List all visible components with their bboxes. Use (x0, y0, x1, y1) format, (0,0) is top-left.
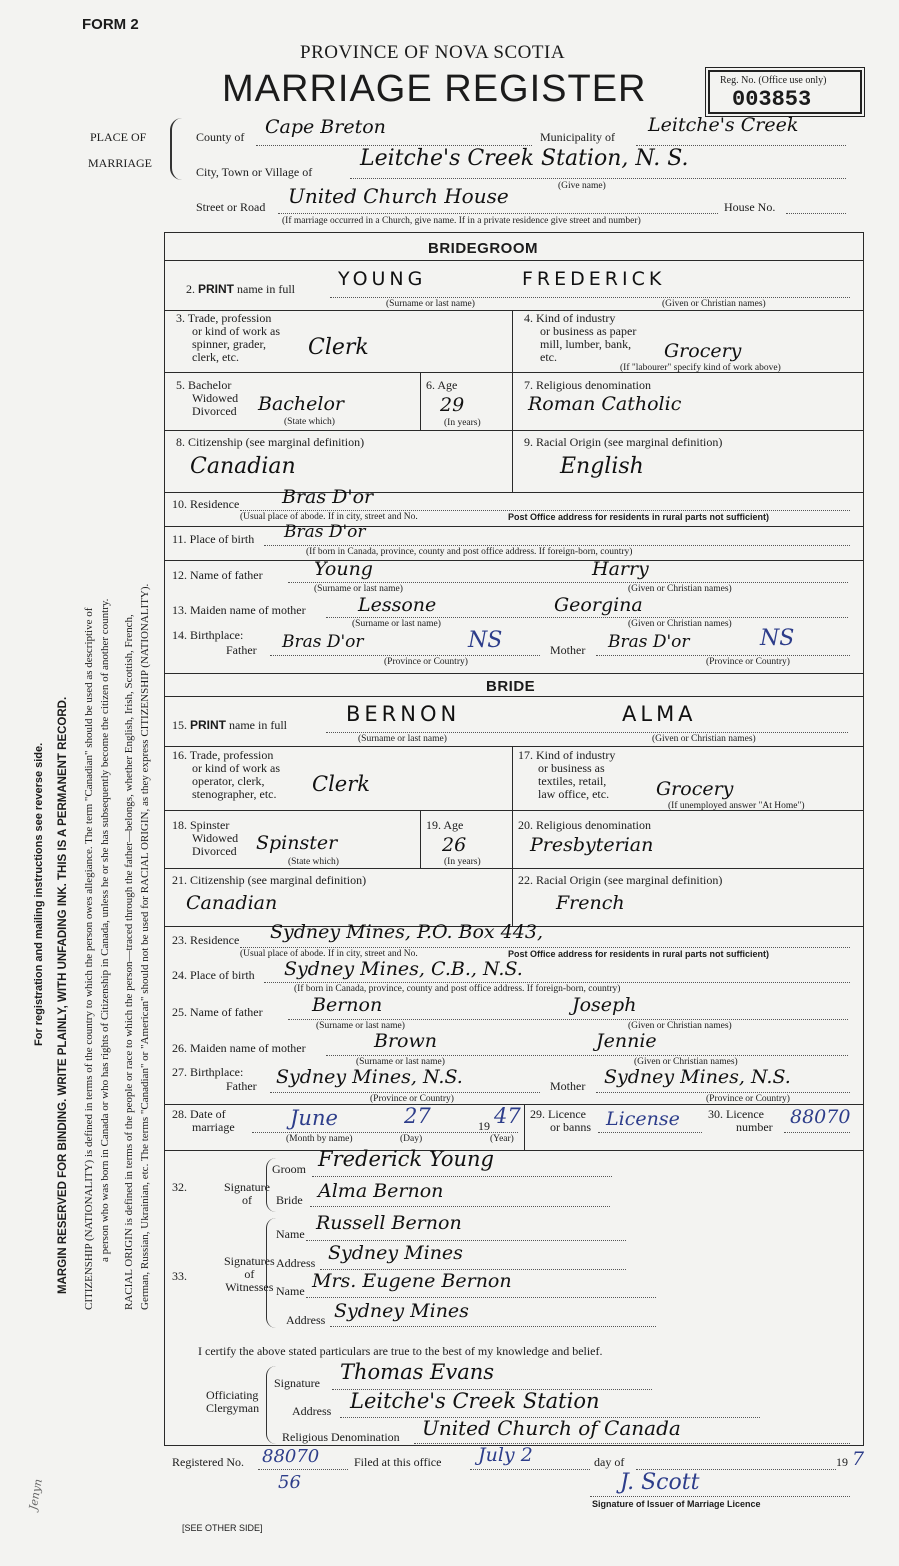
bride-mother-given: Jennie (596, 1030, 657, 1052)
field-26-label: 26. Maiden name of mother (172, 1041, 306, 1055)
bride-mother-surname-caption: (Surname or last name) (356, 1057, 445, 1067)
field-28-label: 28. Date of marriage (172, 1107, 235, 1134)
groom-mother-bp-caption: (Province or Country) (706, 657, 790, 667)
municipality-value: Leitche's Creek (648, 114, 799, 136)
marriage-year-caption: (Year) (490, 1134, 514, 1144)
field-5-label: 5. Bachelor Widowed Divorced (176, 378, 239, 418)
clergy-address-label: Address (292, 1404, 332, 1418)
bride-status: Spinster (256, 832, 338, 854)
bride-age: 26 (442, 834, 467, 856)
field-19-label: 19. Age (426, 818, 464, 832)
groom-age: 29 (440, 394, 465, 416)
bride-industry-note: (If unemployed answer "At Home") (668, 801, 805, 811)
field-23-label: 23. Residence (172, 933, 240, 947)
margin-binding-note: MARGIN RESERVED FOR BINDING. WRITE PLAINLY, WITH UNFADING INK. THIS IS A PERMANENT RECORD. (57, 696, 69, 1294)
page-title: MARRIAGE REGISTER (222, 68, 647, 110)
groom-surname: YOUNG (338, 268, 427, 290)
bride-mother-bp-caption: (Province or Country) (706, 1094, 790, 1104)
bride-citizenship: Canadian (186, 892, 278, 914)
groom-father-surname: Young (314, 558, 373, 580)
field-33-label: 33. (172, 1269, 187, 1283)
groom-racial-origin: English (560, 454, 644, 479)
form-number: FORM 2 (82, 16, 139, 33)
groom-mother-birthplace-prov: NS (760, 626, 795, 651)
reg-number: 003853 (732, 87, 812, 112)
bride-mother-surname: Brown (374, 1030, 437, 1052)
margin-pencil-note: Jenyn (26, 1477, 45, 1512)
groom-mother-given-caption: (Given or Christian names) (628, 619, 732, 629)
groom-given-caption: (Given or Christian names) (662, 299, 766, 309)
groom-mother-surname-caption: (Surname or last name) (352, 619, 441, 629)
field-4-label: 4. Kind of industry or business as paper mill, lumber, bank, etc. (524, 311, 637, 364)
filed-date: July 2 (478, 1444, 533, 1466)
day-of-label: day of (594, 1455, 625, 1469)
bride-residence-note-1: (Usual place of abode. If in city, street and No. (240, 949, 418, 959)
field-10-label: 10. Residence (172, 497, 240, 511)
groom-father-surname-caption: (Surname or last name) (314, 584, 403, 594)
licence-type: License (606, 1108, 680, 1130)
field-32-label: 32. (172, 1180, 187, 1194)
bride-residence: Sydney Mines, P.O. Box 443, (270, 921, 543, 943)
groom-surname-caption: (Surname or last name) (386, 299, 475, 309)
margin-racial-def-1: RACIAL ORIGIN is defined in terms of the people or race to which the person—traced through the father—belongs, whether English, Irish, Scottish, French, (123, 614, 135, 1310)
groom-birthplace-note: (If born in Canada, province, county and post office address. If foreign-born, country) (306, 547, 633, 557)
margin-citizenship-def-1: CITIZENSHIP (NATIONALITY) is defined in terms of the country to which the person owes allegiance. The term "Canadian" should be used as descriptive of (83, 607, 95, 1310)
clergy-address: Leitche's Creek Station (350, 1389, 600, 1413)
groom-residence-note-2: Post Office address for residents in rural parts not sufficient) (508, 512, 770, 522)
field-17-label: 17. Kind of industry or business as textiles, retail, law office, etc. (518, 748, 616, 801)
street-label: Street or Road (196, 200, 266, 214)
groom-signature: Frederick Young (318, 1147, 494, 1171)
bride-father-birthplace: Sydney Mines, N.S. (276, 1066, 463, 1088)
province-heading: PROVINCE OF NOVA SCOTIA (300, 42, 566, 63)
field-21-label: 21. Citizenship (see marginal definition) (172, 873, 367, 887)
bride-birthplace-note: (If born in Canada, province, county and post office address. If foreign-born, country) (294, 984, 621, 994)
bride-signature-label: Bride (276, 1193, 303, 1207)
marriage-month: June (290, 1106, 338, 1130)
field-13-label: 13. Maiden name of mother (172, 603, 306, 617)
registered-no: 88070 (262, 1446, 320, 1467)
groom-status-caption: (State which) (284, 417, 335, 427)
witness2-address-label: Address (286, 1313, 326, 1327)
certify-statement: I certify the above stated particulars are true to the best of my knowledge and belief. (198, 1344, 603, 1358)
marriage-year-prefix: 19 (478, 1119, 490, 1133)
bride-father-bp-label: Father (226, 1079, 257, 1093)
registered-no-label: Registered No. (172, 1455, 244, 1469)
bride-surname-caption: (Surname or last name) (358, 734, 447, 744)
bride-given: ALMA (622, 702, 697, 726)
bride-status-caption: (State which) (288, 857, 339, 867)
groom-residence: Bras D'or (282, 486, 374, 508)
field-9-label: 9. Racial Origin (see marginal definition) (524, 435, 723, 449)
witness1-name-label: Name (276, 1227, 305, 1241)
reg-office-note: (Office use only) (758, 75, 827, 86)
witness2-name: Mrs. Eugene Bernon (312, 1270, 512, 1292)
field-32-title: Signature of (224, 1180, 270, 1207)
house-no-label: House No. (724, 200, 776, 214)
bride-father-surname: Bernon (312, 994, 383, 1016)
bride-age-caption: (In years) (444, 857, 481, 867)
bride-given-caption: (Given or Christian names) (652, 734, 756, 744)
bride-father-surname-caption: (Surname or last name) (316, 1021, 405, 1031)
groom-religion: Roman Catholic (528, 393, 682, 415)
witness1-address-label: Address (276, 1256, 316, 1270)
witness1-address: Sydney Mines (328, 1242, 463, 1264)
field-6-label: 6. Age (426, 378, 458, 392)
street-note: (If marriage occurred in a Church, give name. If in a private residence give street and number) (282, 216, 641, 226)
city-value: Leitche's Creek Station, N. S. (360, 146, 689, 171)
bride-signature: Alma Bernon (318, 1180, 444, 1202)
margin-instructions: For registration and mailing instructions see reverse side. (33, 742, 45, 1046)
groom-age-caption: (In years) (444, 418, 481, 428)
field-25-label: 25. Name of father (172, 1005, 263, 1019)
street-value: United Church House (288, 184, 509, 208)
bride-heading: BRIDE (486, 678, 536, 695)
groom-status: Bachelor (258, 393, 345, 415)
field-27-label: 27. Birthplace: (172, 1065, 244, 1079)
groom-mother-surname: Lessone (358, 594, 437, 616)
bridegroom-heading: BRIDEGROOM (428, 240, 538, 257)
field-8-label: 8. Citizenship (see marginal definition) (176, 435, 365, 449)
field-14-label: 14. Birthplace: (172, 628, 244, 642)
groom-father-bp-label: Father (226, 643, 257, 657)
bride-religion: Presbyterian (530, 834, 654, 856)
groom-father-birthplace-prov: NS (468, 628, 503, 653)
field-2-label: 2. PRINT name in full (186, 282, 295, 296)
give-name-caption: (Give name) (558, 181, 606, 191)
groom-citizenship: Canadian (190, 454, 296, 479)
filed-label: Filed at this office (354, 1455, 442, 1469)
place-brace (170, 118, 184, 180)
field-12-label: 12. Name of father (172, 568, 263, 582)
groom-birthplace: Bras D'or (284, 522, 366, 542)
field-11-label: 11. Place of birth (172, 532, 255, 546)
marriage-month-caption: (Month by name) (286, 1134, 353, 1144)
witness2-address: Sydney Mines (334, 1300, 469, 1322)
filed-year-prefix: 19 (836, 1455, 848, 1469)
bride-racial-origin: French (556, 892, 625, 914)
county-label: County of (196, 130, 245, 144)
groom-trade: Clerk (308, 335, 369, 360)
bride-residence-note-2: Post Office address for residents in rural parts not sufficient) (508, 949, 770, 959)
field-20-label: 20. Religious denomination (518, 818, 651, 832)
bride-trade: Clerk (312, 772, 370, 796)
filed-year: 7 (852, 1448, 865, 1470)
groom-father-birthplace: Bras D'or (282, 632, 364, 652)
groom-given: FREDERICK (522, 268, 666, 290)
registered-extra: 56 (278, 1472, 301, 1493)
clergy-denomination: United Church of Canada (422, 1416, 681, 1440)
margin-citizenship-def-2: a person who was born in Canada or who has rights of Citizenship in Canada, unless he or she has subsequently become the citizen of another country. (99, 598, 111, 1262)
groom-father-given-caption: (Given or Christian names) (628, 584, 732, 594)
witness2-name-label: Name (276, 1284, 305, 1298)
bride-birthplace: Sydney Mines, C.B., N.S. (284, 958, 523, 980)
groom-father-given: Harry (592, 558, 649, 580)
field-22-label: 22. Racial Origin (see marginal definition) (518, 873, 723, 887)
groom-mother-birthplace: Bras D'or (608, 632, 690, 652)
bride-mother-given-caption: (Given or Christian names) (634, 1057, 738, 1067)
margin-racial-def-2: German, Russian, Ukrainian, etc. The terms "Canadian" or "American" should not be used for RACIAL ORIGIN, as they express CITIZENSHIP (NATIONALITY). (139, 583, 151, 1310)
field-18-label: 18. Spinster Widowed Divorced (172, 818, 239, 858)
clergy-label: Officiating Clergyman (206, 1388, 260, 1415)
field-30-label: 30. Licence number (708, 1107, 773, 1134)
groom-industry-note: (If "labourer" specify kind of work above) (620, 363, 781, 373)
field-3-label: 3. Trade, profession or kind of work as spinner, grader, clerk, etc. (176, 311, 280, 364)
bride-father-given: Joseph (572, 994, 637, 1016)
city-label: City, Town or Village of (196, 165, 313, 179)
field-15-label: 15. PRINT name in full (172, 718, 287, 732)
bride-mother-birthplace: Sydney Mines, N.S. (604, 1066, 791, 1088)
field-16-label: 16. Trade, profession or kind of work as operator, clerk, stenographer, etc. (172, 748, 280, 801)
field-7-label: 7. Religious denomination (524, 378, 651, 392)
place-label-1: PLACE OF (90, 130, 147, 144)
reg-number-box (708, 70, 862, 114)
groom-signature-label: Groom (272, 1162, 306, 1176)
bride-father-bp-caption: (Province or Country) (370, 1094, 454, 1104)
clergy-signature-label: Signature (274, 1376, 320, 1390)
clergy-signature: Thomas Evans (340, 1360, 495, 1384)
witness1-name: Russell Bernon (316, 1212, 462, 1234)
field-33-title: Signatures of Witnesses (224, 1254, 275, 1294)
bride-industry: Grocery (656, 778, 734, 800)
bride-surname: BERNON (346, 702, 461, 726)
field-29-label: 29. Licence or banns (530, 1107, 591, 1134)
county-value: Cape Breton (265, 116, 386, 138)
municipality-label: Municipality of (540, 130, 615, 144)
bride-mother-bp-label: Mother (550, 1079, 586, 1093)
groom-mother-given: Georgina (554, 594, 643, 616)
marriage-year: 47 (494, 1104, 521, 1128)
groom-industry: Grocery (664, 340, 742, 362)
groom-mother-bp-label: Mother (550, 643, 586, 657)
reg-label: Reg. No. (720, 75, 756, 86)
place-label-2: MARRIAGE (88, 156, 153, 170)
marriage-day: 27 (404, 1104, 431, 1128)
field-24-label: 24. Place of birth (172, 968, 255, 982)
clergy-denomination-label: Religious Denomination (282, 1430, 400, 1444)
groom-father-bp-caption: (Province or Country) (384, 657, 468, 667)
issuer-caption: Signature of Issuer of Marriage Licence (592, 1499, 761, 1509)
groom-residence-note-1: (Usual place of abode. If in city, street and No. (240, 512, 418, 522)
issuer-signature: J. Scott (620, 1470, 700, 1495)
marriage-day-caption: (Day) (400, 1134, 423, 1144)
licence-number: 88070 (790, 1106, 851, 1128)
bride-father-given-caption: (Given or Christian names) (628, 1021, 732, 1031)
see-other-side: [SEE OTHER SIDE] (182, 1523, 263, 1533)
